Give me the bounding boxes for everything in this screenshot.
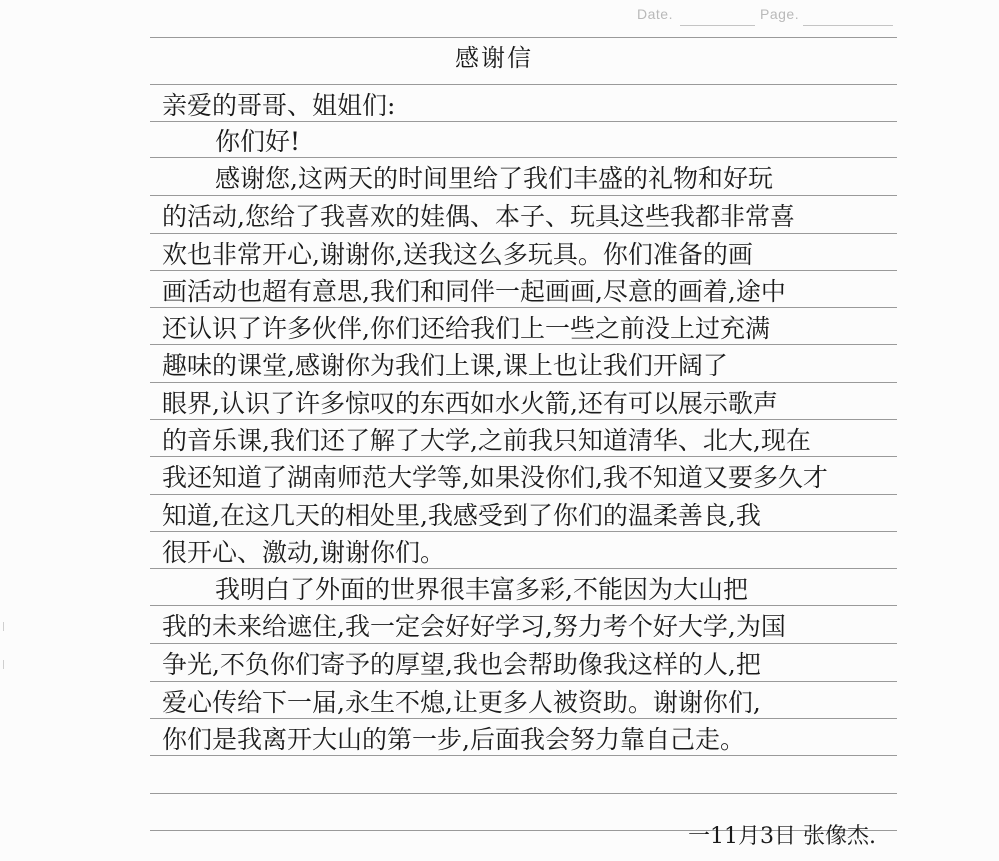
date-line [680,25,755,26]
ruled-line [150,344,897,345]
body-line: 眼界,认识了许多惊叹的东西如水火箭,还有可以展示歌声 [162,389,778,418]
body-line: 很开心、激动,谢谢你们。 [162,538,445,567]
signature-line: 一11月3日 张像杰. [688,824,876,849]
page-line [803,25,893,26]
body-line: 趣味的课堂,感谢你为我们上课,课上也让我们开阔了 [162,351,728,380]
body-line: 的活动,您给了我喜欢的娃偶、本子、玩具这些我都非常喜 [162,202,795,231]
ruled-line [150,793,897,794]
body-line: 我还知道了湖南师范大学等,如果没你们,我不知道又要多久才 [162,463,828,492]
body-line: 欢也非常开心,谢谢你,送我这么多玩具。你们准备的画 [162,240,753,269]
ruled-line [150,233,897,234]
ruled-line [150,382,897,383]
ruled-line [150,121,897,122]
body-line: 感谢您,这两天的时间里给了我们丰盛的礼物和好玩 [215,164,773,193]
body-line: 我明白了外面的世界很丰富多彩,不能因为大山把 [215,575,748,604]
ruled-line [150,84,897,85]
ruled-line [150,531,897,532]
ruled-line [150,195,897,196]
ruled-line [150,157,897,158]
ruled-line [150,456,897,457]
date-label: Date. [637,6,673,22]
page-label: Page. [760,6,800,22]
letter-title: 感谢信 [455,44,533,72]
ruled-line [150,419,897,420]
body-line: 你们是我离开大山的第一步,后面我会努力靠自己走。 [162,725,745,754]
ruled-line [150,681,897,682]
margin-tick [3,622,4,631]
body-line: 爱心传给下一届,永生不熄,让更多人被资助。谢谢你们, [162,688,761,717]
body-line: 还认识了许多伙伴,你们还给我们上一些之前没上过充满 [162,314,770,343]
ruled-line [150,643,897,644]
ruled-line [150,37,897,38]
salutation: 亲爱的哥哥、姐姐们: [162,91,396,120]
ruled-line [150,568,897,569]
ruled-line [150,307,897,308]
body-line: 争光,不负你们寄予的厚望,我也会帮助像我这样的人,把 [162,650,761,679]
greeting-line: 你们好! [215,127,301,156]
body-line: 我的未来给遮住,我一定会好好学习,努力考个好大学,为国 [162,612,786,641]
ruled-line [150,605,897,606]
body-line: 画活动也超有意思,我们和同伴一起画画,尽意的画着,途中 [162,277,786,306]
ruled-line [150,755,897,756]
ruled-line [150,494,897,495]
body-line: 知道,在这几天的相处里,我感受到了你们的温柔善良,我 [162,501,761,530]
margin-tick [3,660,4,669]
ruled-line [150,718,897,719]
ruled-line [150,270,897,271]
body-line: 的音乐课,我们还了解了大学,之前我只知道清华、北大,现在 [162,426,811,455]
